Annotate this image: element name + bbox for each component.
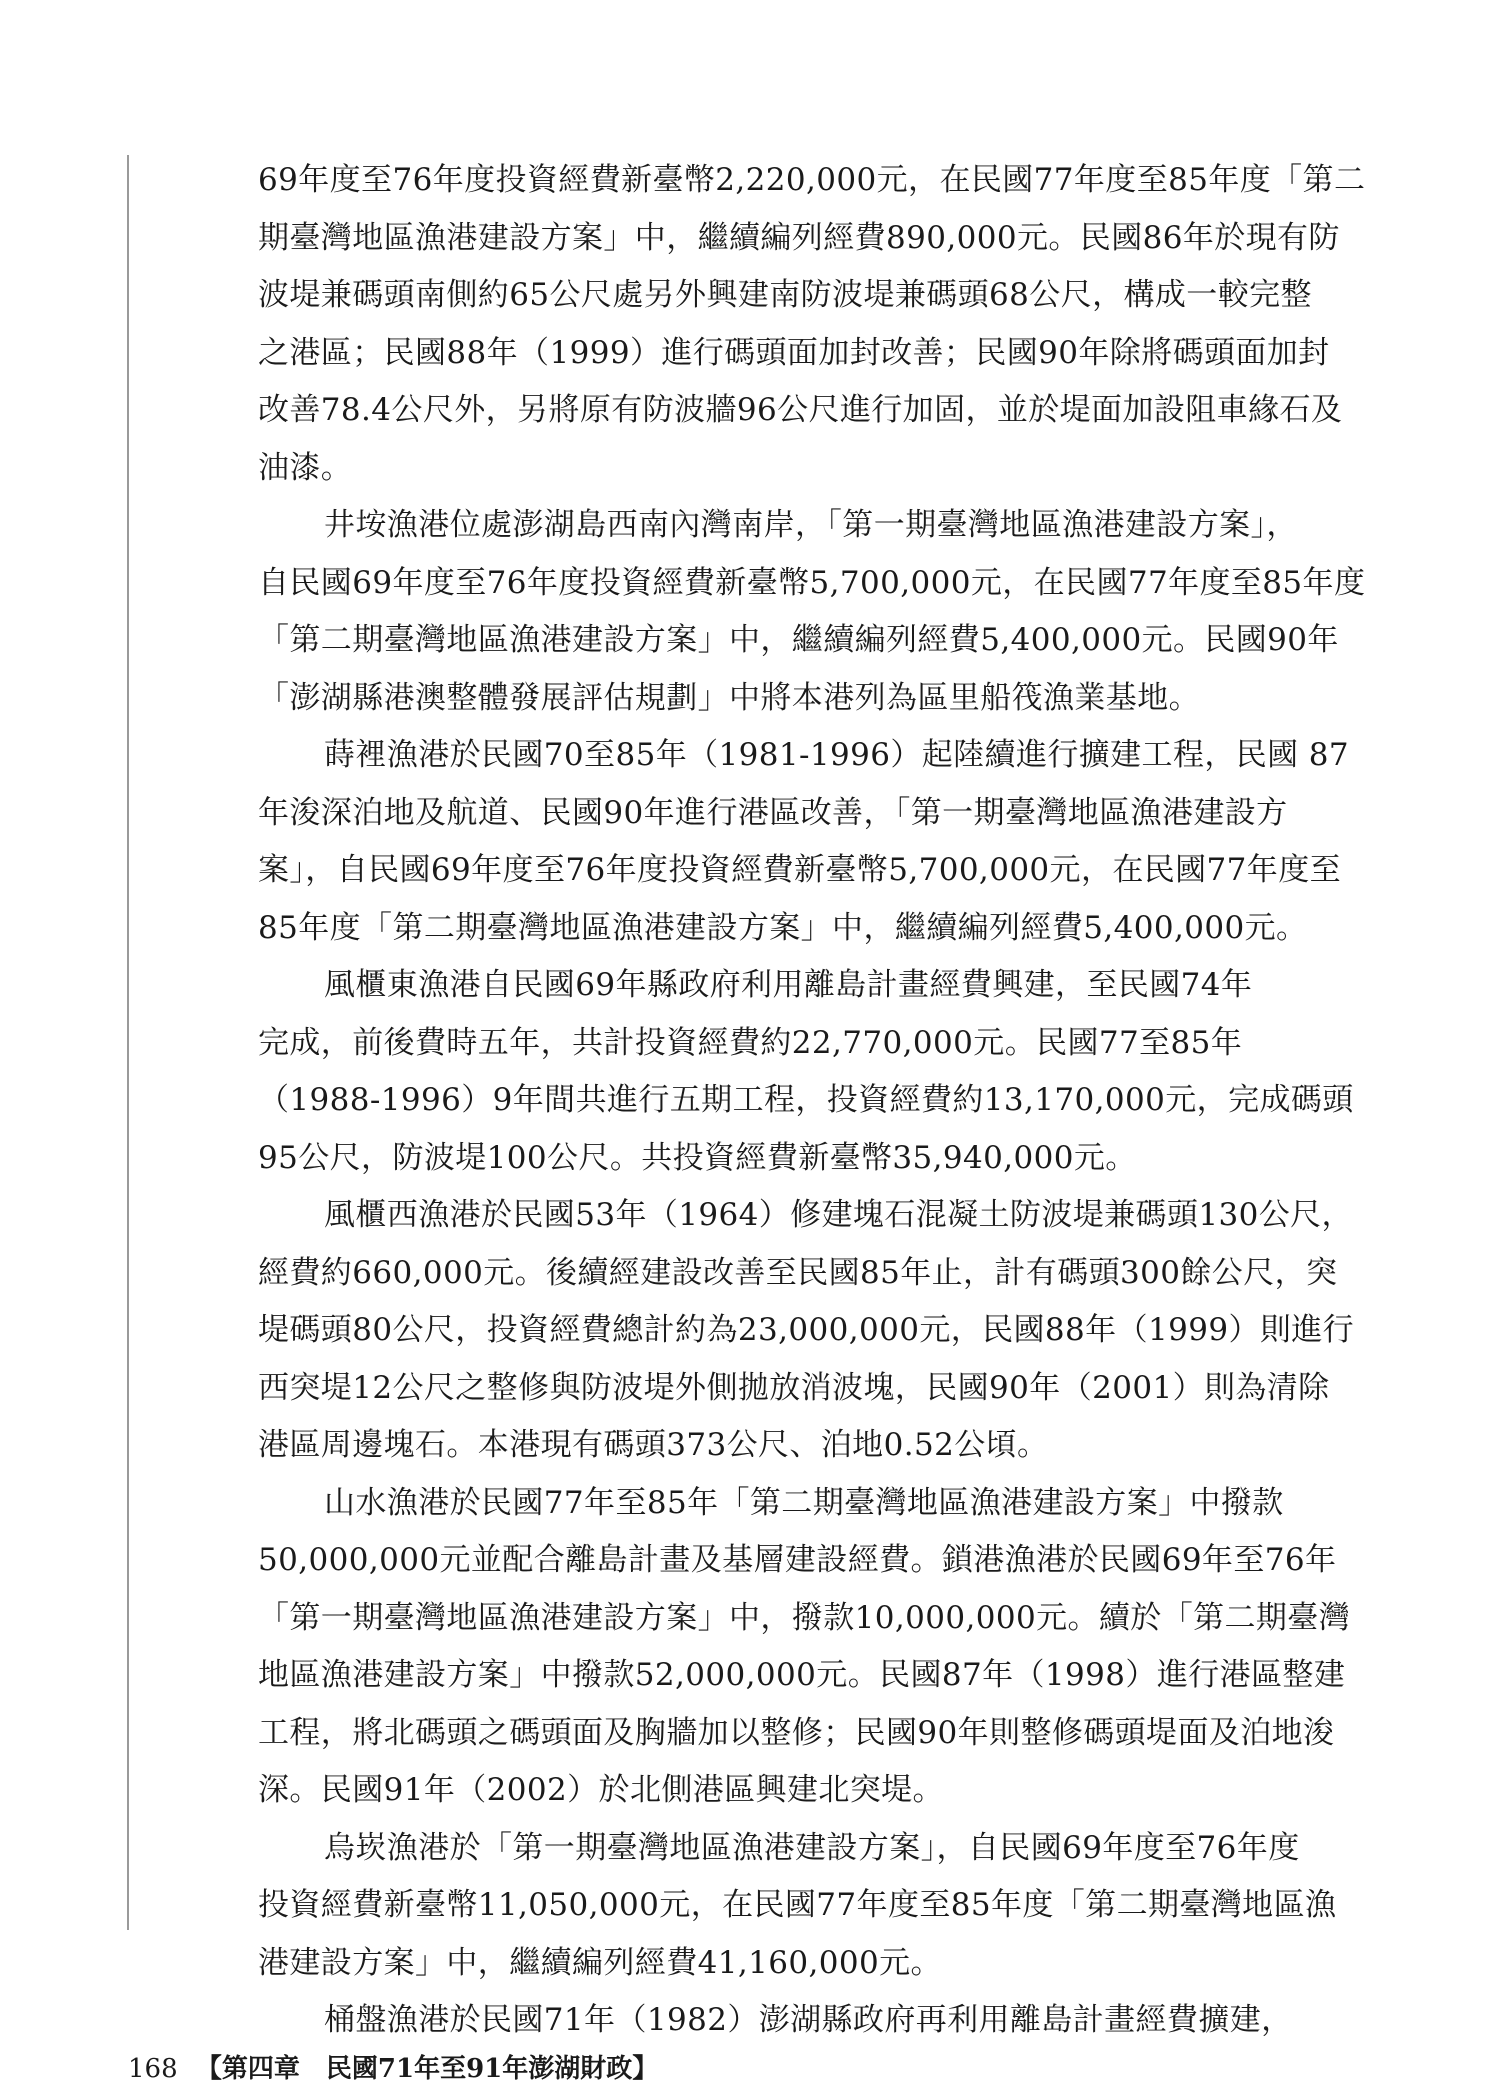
text-line: 85年度「第二期臺灣地區漁港建設方案」中，繼續編列經費5,400,000元。 [258, 909, 1308, 946]
text-line: 工程，將北碼頭之碼頭面及胸牆加以整修；民國90年則整修碼頭堤面及泊地浚 [258, 1714, 1335, 1751]
text-line: 深。民國91年（2002）於北側港區興建北突堤。 [258, 1772, 944, 1808]
text-line: 西突堤12公尺之整修與防波堤外側拋放消波塊，民國90年（2001）則為清除 [258, 1369, 1330, 1406]
paragraph [258, 1992, 1348, 2050]
text-line: 地區漁港建設方案」中撥款52,000,000元。民國87年（1998）進行港區整建 [258, 1657, 1346, 1693]
text-line: 「第一期臺灣地區漁港建設方案」中，撥款10,000,000元。續於「第二期臺灣 [258, 1599, 1351, 1636]
text-line: 投資經費新臺幣11,050,000元，在民國77年度至85年度「第二期臺灣地區漁 [258, 1887, 1337, 1923]
text-line: 井垵漁港位處澎湖島西南內灣南岸，「第一期臺灣地區漁港建設方案」， [324, 507, 1298, 543]
text-line: 案」，自民國69年度至76年度投資經費新臺幣5,700,000元，在民國77年度至 [258, 852, 1342, 888]
text-line: 69年度至76年度投資經費新臺幣2,220,000元，在民國77年度至85年度「第二 [258, 162, 1366, 198]
paragraph [258, 1820, 1348, 1993]
text-line: 之港區；民國88年（1999）進行碼頭面加封改善；民國90年除將碼頭面加封 [258, 334, 1330, 371]
paragraph [258, 957, 1354, 1187]
text-line: 桶盤漁港於民國71年（1982）澎湖縣政府再利用離島計畫經費擴建， [324, 2002, 1293, 2038]
page-footer [128, 2054, 658, 2084]
text-line: （1988-1996）9年間共進行五期工程，投資經費約13,170,000元，完成碼頭 [258, 1082, 1354, 1118]
text-line: 「第二期臺灣地區漁港建設方案」中，繼續編列經費5,400,000元。民國90年 [258, 622, 1339, 658]
text-line: 風櫃西漁港於民國53年（1964）修建塊石混凝土防波堤兼碼頭130公尺， [324, 1197, 1353, 1233]
text-line: 期臺灣地區漁港建設方案」中，繼續編列經費890,000元。民國86年於現有防 [258, 219, 1340, 256]
paragraph [258, 152, 1366, 497]
running-chapter-title: 【第四章 民國71年至91年澎湖財政】 [195, 2054, 659, 2084]
text-line: 堤碼頭80公尺，投資經費總計約為23,000,000元，民國88年（1999）則進行 [258, 1312, 1355, 1348]
text-line: 完成，前後費時五年，共計投資經費約22,770,000元。民國77至85年 [258, 1024, 1243, 1061]
text-line: 港區周邊塊石。本港現有碼頭373公尺、泊地0.52公頃。 [258, 1427, 1049, 1463]
text-line: 95公尺，防波堤100公尺。共投資經費新臺幣35,940,000元。 [258, 1139, 1137, 1176]
text-line: 蒔裡漁港於民國70至85年（1981-1996）起陸續進行擴建工程，民國 87 [324, 737, 1350, 773]
text-line: 經費約660,000元。後續經建設改善至民國85年止，計有碼頭300餘公尺，突 [258, 1254, 1338, 1291]
text-line: 自民國69年度至76年度投資經費新臺幣5,700,000元，在民國77年度至85年度 [258, 564, 1366, 601]
text-line: 港建設方案」中，繼續編列經費41,160,000元。 [258, 1944, 942, 1981]
paragraph [258, 497, 1366, 727]
paragraph [258, 1475, 1351, 1820]
text-line: 改善78.4公尺外，另將原有防波牆96公尺進行加固，並於堤面加設阻車緣石及 [258, 392, 1343, 428]
text-line: 烏崁漁港於「第一期臺灣地區漁港建設方案」，自民國69年度至76年度 [324, 1829, 1300, 1866]
margin-rule [127, 155, 129, 1930]
paragraph [258, 727, 1348, 957]
text-line: 50,000,000元並配合離島計畫及基層建設經費。鎖港漁港於民國69年至76年 [258, 1542, 1337, 1578]
page-number: 168 [128, 2054, 178, 2084]
text-line: 年浚深泊地及航道、民國90年進行港區改善，「第一期臺灣地區漁港建設方 [258, 794, 1288, 831]
text-line: 波堤兼碼頭南側約65公尺處另外興建南防波堤兼碼頭68公尺，構成一較完整 [258, 277, 1312, 313]
text-line: 「澎湖縣港澳整體發展評估規劃」中將本港列為區里船筏漁業基地。 [258, 679, 1200, 716]
paragraph [258, 1187, 1355, 1475]
text-line: 油漆。 [258, 449, 353, 486]
body-text [258, 152, 1366, 2050]
text-line: 風櫃東漁港自民國69年縣政府利用離島計畫經費興建，至民國74年 [324, 967, 1253, 1003]
text-line: 山水漁港於民國77年至85年「第二期臺灣地區漁港建設方案」中撥款 [324, 1484, 1284, 1521]
